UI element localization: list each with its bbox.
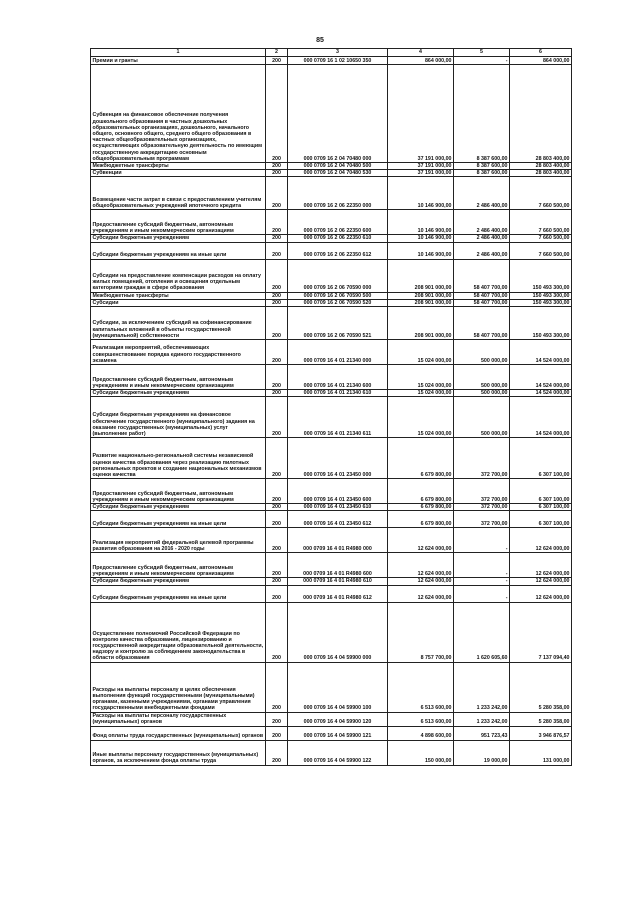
row-name-cell: Субсидии бюджетным учреждениям на иные цели [91,242,266,259]
row-approved-cell: 4 898 600,00 [388,726,454,740]
row-remaining-cell: 6 307 100,00 [510,504,572,511]
row-executed-cell: 58 407 700,00 [454,299,510,306]
row-name-cell: Субсидии бюджетным учреждениям на иные цели [91,585,266,602]
row-code-cell: 200 [266,740,288,765]
row-name-cell: Субсидии бюджетным учреждениям [91,235,266,242]
row-executed-cell: 500 000,00 [454,365,510,390]
table-row [91,57,572,65]
row-approved-cell: 37 191 000,00 [388,163,454,170]
row-code-cell: 200 [266,299,288,306]
table-row [91,662,572,712]
row-approved-cell: 37 191 000,00 [388,170,454,177]
row-kbk-cell: 000 0709 16 4 04 59900 120 [288,712,388,726]
row-kbk-cell: 000 0709 16 4 01 23450 612 [288,511,388,528]
row-remaining-cell: 14 524 000,00 [510,397,572,438]
table-row [91,365,572,390]
row-code-cell: 200 [266,163,288,170]
row-name-cell: Субсидии бюджетным учреждениям [91,504,266,511]
row-code-cell: 200 [266,479,288,504]
row-remaining-cell: 150 493 300,00 [510,259,572,292]
row-kbk-cell: 000 0709 16 4 01 21340 610 [288,390,388,397]
table-header-row [91,49,572,57]
row-executed-cell: 2 486 400,00 [454,242,510,259]
table-row [91,740,572,765]
row-approved-cell: 6 513 600,00 [388,662,454,712]
table-row [91,479,572,504]
row-remaining-cell: 12 624 000,00 [510,578,572,585]
row-name-cell: Субвенция на финансовое обеспечение получения дошкольного образования в частных дошкольных образовательных организациях, дошкольного, начального общего, основного общего, среднего общего образования в частных общеобразовательных организациях, осуществляющих образовательную деятельность по имеющим государственную аккредитацию основным общеобразовательным программам [91,65,266,163]
row-approved-cell: 6 513 600,00 [388,712,454,726]
row-code-cell: 200 [266,340,288,365]
row-name-cell: Субсидии бюджетным учреждениям [91,578,266,585]
row-approved-cell: 208 901 000,00 [388,259,454,292]
table-row [91,397,572,438]
row-kbk-cell: 000 0709 16 4 01 21340 611 [288,397,388,438]
row-remaining-cell: 5 280 358,00 [510,712,572,726]
row-name-cell: Расходы на выплаты персоналу в целях обеспечения выполнения функций государственными (муниципальными) органами, казенными учреждениями, органами управления государственными внебюджетными фондами [91,662,266,712]
row-executed-cell: 372 700,00 [454,511,510,528]
row-remaining-cell: 6 307 100,00 [510,511,572,528]
table-row [91,177,572,210]
column-header: 2 [266,49,288,57]
table-row [91,511,572,528]
row-executed-cell: 8 387 600,00 [454,170,510,177]
table-row [91,299,572,306]
row-name-cell: Субсидии на предоставление компенсации расходов на оплату жилых помещений, отопления и освещения отдельным категориям граждан в сфере образования [91,259,266,292]
row-kbk-cell: 000 0709 16 4 01 R4980 612 [288,585,388,602]
row-approved-cell: 864 000,00 [388,57,454,65]
row-kbk-cell: 000 0709 16 2 06 22350 612 [288,242,388,259]
row-executed-cell: - [454,57,510,65]
row-kbk-cell: 000 0709 16 2 04 70480 530 [288,170,388,177]
row-code-cell: 200 [266,259,288,292]
row-code-cell: 200 [266,553,288,578]
row-approved-cell: 12 624 000,00 [388,585,454,602]
row-executed-cell: 2 486 400,00 [454,177,510,210]
row-code-cell: 200 [266,602,288,662]
row-code-cell: 200 [266,504,288,511]
row-remaining-cell: 150 493 300,00 [510,299,572,306]
table-row [91,504,572,511]
row-kbk-cell: 000 0709 16 4 04 59900 000 [288,602,388,662]
row-kbk-cell: 000 0709 16 2 04 70480 500 [288,163,388,170]
row-kbk-cell: 000 0709 16 4 01 23450 000 [288,438,388,479]
row-remaining-cell: 7 660 500,00 [510,242,572,259]
row-executed-cell: 8 387 600,00 [454,65,510,163]
row-executed-cell: - [454,553,510,578]
row-kbk-cell: 000 0709 16 4 01 23450 600 [288,479,388,504]
row-remaining-cell: 3 946 876,57 [510,726,572,740]
table-row [91,242,572,259]
row-name-cell: Субсидии бюджетным учреждениям [91,390,266,397]
row-code-cell: 200 [266,578,288,585]
row-name-cell: Субсидии бюджетным учреждениям на иные цели [91,511,266,528]
row-code-cell: 200 [266,365,288,390]
row-remaining-cell: 12 624 000,00 [510,553,572,578]
row-executed-cell: 58 407 700,00 [454,307,510,340]
row-code-cell: 200 [266,170,288,177]
row-kbk-cell: 000 0709 16 4 04 59900 121 [288,726,388,740]
row-kbk-cell: 000 0709 16 2 06 70590 500 [288,292,388,299]
row-name-cell: Предоставление субсидий бюджетным, автономным учреждениям и иным некоммерческим организациям [91,210,266,235]
row-approved-cell: 150 000,00 [388,740,454,765]
row-remaining-cell: 150 493 300,00 [510,292,572,299]
row-approved-cell: 10 146 900,00 [388,235,454,242]
row-name-cell: Предоставление субсидий бюджетным, автономным учреждениям и иным некоммерческим организациям [91,479,266,504]
row-remaining-cell: 12 624 000,00 [510,585,572,602]
row-approved-cell: 12 624 000,00 [388,578,454,585]
row-approved-cell: 6 679 800,00 [388,479,454,504]
row-kbk-cell: 000 0709 16 4 01 23450 610 [288,504,388,511]
row-remaining-cell: 7 660 500,00 [510,235,572,242]
row-executed-cell: - [454,578,510,585]
row-executed-cell: 372 700,00 [454,479,510,504]
row-name-cell: Межбюджетные трансферты [91,292,266,299]
row-name-cell: Развитие национально-региональной системы независимой оценки качества образования через реализацию пилотных региональных проектов и создание национальных механизмов оценки качества [91,438,266,479]
table-row [91,65,572,163]
row-remaining-cell: 28 803 400,00 [510,163,572,170]
row-name-cell: Премии и гранты [91,57,266,65]
row-code-cell: 200 [266,712,288,726]
table-row [91,259,572,292]
row-kbk-cell: 000 0709 16 4 01 R4980 610 [288,578,388,585]
row-kbk-cell: 000 0709 16 2 04 70480 000 [288,65,388,163]
row-executed-cell: - [454,528,510,553]
row-executed-cell: 372 700,00 [454,438,510,479]
row-kbk-cell: 000 0709 16 2 06 22350 610 [288,235,388,242]
row-code-cell: 200 [266,65,288,163]
row-remaining-cell: 150 493 300,00 [510,307,572,340]
table-row [91,307,572,340]
column-header: 3 [288,49,388,57]
row-approved-cell: 208 901 000,00 [388,307,454,340]
column-header: 1 [91,49,266,57]
row-remaining-cell: 6 307 100,00 [510,438,572,479]
table-row [91,553,572,578]
row-kbk-cell: 000 0709 16 4 01 R4980 600 [288,553,388,578]
row-name-cell: Субсидии, за исключением субсидий на софинансирование капитальных вложений в объекты государственной (муниципальной) собственности [91,307,266,340]
row-approved-cell: 208 901 000,00 [388,299,454,306]
row-executed-cell: 500 000,00 [454,390,510,397]
row-approved-cell: 10 146 900,00 [388,210,454,235]
row-name-cell: Субсидии бюджетным учреждениям на финансовое обеспечение государственного (муниципального) задания на оказание государственных (муниципальных) услуг (выполнение работ) [91,397,266,438]
row-kbk-cell: 000 0709 16 4 04 59900 100 [288,662,388,712]
row-name-cell: Реализация мероприятий, обеспечивающих совершенствование порядка единого государственного экзамена [91,340,266,365]
row-remaining-cell: 6 307 100,00 [510,479,572,504]
table-row [91,292,572,299]
row-approved-cell: 15 024 000,00 [388,390,454,397]
row-kbk-cell: 000 0709 16 4 04 59900 122 [288,740,388,765]
row-approved-cell: 12 624 000,00 [388,528,454,553]
table-row [91,235,572,242]
table-row [91,438,572,479]
row-remaining-cell: 7 660 500,00 [510,210,572,235]
row-approved-cell: 8 757 700,00 [388,602,454,662]
budget-table [90,48,572,766]
row-name-cell: Субсидии [91,299,266,306]
row-kbk-cell: 000 0709 16 1 02 10650 350 [288,57,388,65]
row-executed-cell: 1 233 242,00 [454,662,510,712]
row-executed-cell: 2 486 400,00 [454,235,510,242]
row-approved-cell: 12 624 000,00 [388,553,454,578]
row-code-cell: 200 [266,177,288,210]
row-executed-cell: 500 000,00 [454,397,510,438]
row-executed-cell: 951 723,43 [454,726,510,740]
row-code-cell: 200 [266,242,288,259]
row-kbk-cell: 000 0709 16 2 06 22350 000 [288,177,388,210]
row-approved-cell: 15 024 000,00 [388,340,454,365]
table-row [91,578,572,585]
row-executed-cell: 8 387 600,00 [454,163,510,170]
row-approved-cell: 208 901 000,00 [388,292,454,299]
row-name-cell: Иные выплаты персоналу государственных (муниципальных) органов, за исключением фонда оплаты труда [91,740,266,765]
row-code-cell: 200 [266,585,288,602]
row-kbk-cell: 000 0709 16 4 01 21340 000 [288,340,388,365]
row-approved-cell: 6 679 800,00 [388,438,454,479]
table-row [91,585,572,602]
row-kbk-cell: 000 0709 16 2 06 70590 000 [288,259,388,292]
row-approved-cell: 6 679 800,00 [388,504,454,511]
row-approved-cell: 37 191 000,00 [388,65,454,163]
row-remaining-cell: 28 803 400,00 [510,65,572,163]
row-executed-cell: 58 407 700,00 [454,259,510,292]
row-approved-cell: 10 146 900,00 [388,177,454,210]
row-executed-cell: 2 486 400,00 [454,210,510,235]
table-row [91,170,572,177]
row-kbk-cell: 000 0709 16 4 01 21340 600 [288,365,388,390]
table-row [91,390,572,397]
table-row [91,712,572,726]
row-code-cell: 200 [266,307,288,340]
row-name-cell: Субвенции [91,170,266,177]
row-name-cell: Осуществление полномочий Российской Федерации по контролю качества образования, лицензированию и государственной аккредитации образовательной деятельности, надзору и контролю за соблюдением законодательства в области образования [91,602,266,662]
column-header: 5 [454,49,510,57]
row-kbk-cell: 000 0709 16 2 06 22350 600 [288,210,388,235]
row-executed-cell: 500 000,00 [454,340,510,365]
row-remaining-cell: 14 524 000,00 [510,390,572,397]
row-executed-cell: 1 233 242,00 [454,712,510,726]
row-code-cell: 200 [266,528,288,553]
row-name-cell: Реализация мероприятий федеральной целевой программы развития образования на 2016 - 2020 годы [91,528,266,553]
row-remaining-cell: 12 624 000,00 [510,528,572,553]
row-remaining-cell: 7 660 500,00 [510,177,572,210]
row-name-cell: Предоставление субсидий бюджетным, автономным учреждениям и иным некоммерческим организациям [91,365,266,390]
row-code-cell: 200 [266,662,288,712]
row-code-cell: 200 [266,726,288,740]
row-code-cell: 200 [266,511,288,528]
row-name-cell: Расходы на выплаты персоналу государственных (муниципальных) органов [91,712,266,726]
row-code-cell: 200 [266,210,288,235]
table-row [91,726,572,740]
row-remaining-cell: 864 000,00 [510,57,572,65]
table-row [91,528,572,553]
row-name-cell: Возмещение части затрат в связи с предоставлением учителям общеобразовательных учреждений ипотечного кредита [91,177,266,210]
column-header: 4 [388,49,454,57]
row-executed-cell: 1 620 605,60 [454,602,510,662]
row-code-cell: 200 [266,390,288,397]
row-code-cell: 200 [266,292,288,299]
row-code-cell: 200 [266,57,288,65]
column-header: 6 [510,49,572,57]
row-code-cell: 200 [266,397,288,438]
row-approved-cell: 6 679 800,00 [388,511,454,528]
row-approved-cell: 15 024 000,00 [388,365,454,390]
row-kbk-cell: 000 0709 16 2 06 70590 521 [288,307,388,340]
table-row [91,163,572,170]
row-remaining-cell: 28 803 400,00 [510,170,572,177]
row-executed-cell: - [454,585,510,602]
row-kbk-cell: 000 0709 16 4 01 R4980 000 [288,528,388,553]
table-row [91,602,572,662]
row-kbk-cell: 000 0709 16 2 06 70590 520 [288,299,388,306]
row-code-cell: 200 [266,438,288,479]
row-name-cell: Предоставление субсидий бюджетным, автономным учреждениям и иным некоммерческим организациям [91,553,266,578]
row-remaining-cell: 7 137 094,40 [510,602,572,662]
table-row [91,210,572,235]
row-remaining-cell: 131 000,00 [510,740,572,765]
row-approved-cell: 10 146 900,00 [388,242,454,259]
row-executed-cell: 19 000,00 [454,740,510,765]
row-remaining-cell: 5 280 358,00 [510,662,572,712]
row-name-cell: Межбюджетные трансферты [91,163,266,170]
row-remaining-cell: 14 524 000,00 [510,365,572,390]
row-code-cell: 200 [266,235,288,242]
row-approved-cell: 15 024 000,00 [388,397,454,438]
page-number: 85 [316,37,324,44]
table-row [91,340,572,365]
row-executed-cell: 372 700,00 [454,504,510,511]
row-name-cell: Фонд оплаты труда государственных (муниципальных) органов [91,726,266,740]
row-executed-cell: 58 407 700,00 [454,292,510,299]
row-remaining-cell: 14 524 000,00 [510,340,572,365]
